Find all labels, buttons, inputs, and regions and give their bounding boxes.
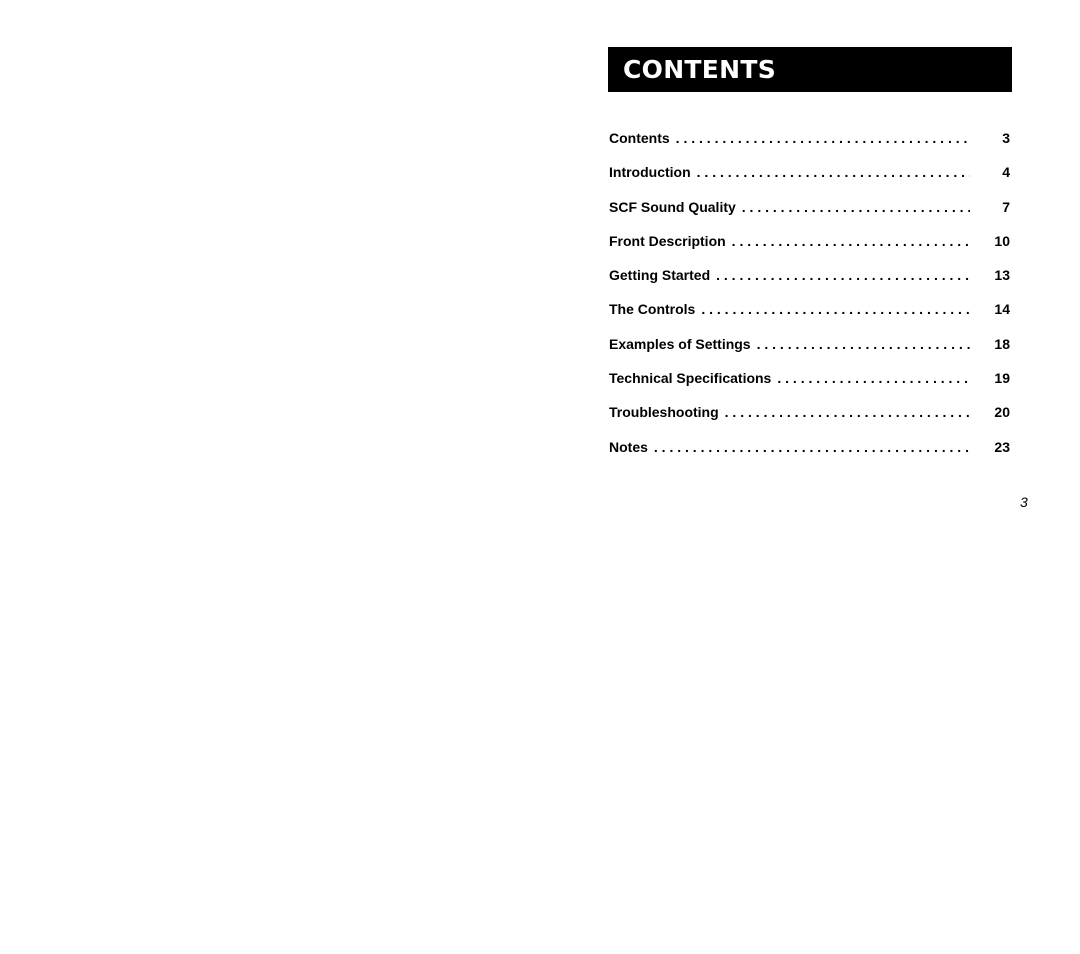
toc-entry-page: 3 (1002, 130, 1010, 146)
toc-entry-page: 7 (1002, 198, 1010, 215)
toc-entry-label: Front Description (609, 232, 726, 249)
toc-entry-page: 18 (994, 335, 1010, 352)
toc-entry-introduction[interactable] (609, 162, 1010, 196)
toc-entry-label: Technical Specifications (609, 370, 772, 387)
page-title: CONTENTS (623, 55, 777, 84)
toc-leader-dots (725, 402, 970, 422)
toc-entry-page: 14 (994, 301, 1010, 318)
toc-entry-label: Getting Started (609, 267, 711, 284)
toc-entry-examples-of-settings[interactable] (609, 334, 1010, 368)
toc-leader-dots (742, 197, 970, 217)
toc-entry-scf-sound-quality[interactable] (609, 197, 1010, 231)
toc-entry-contents[interactable] (609, 128, 1010, 162)
toc-entry-label: Introduction (609, 164, 691, 181)
toc-entry-label: Notes (609, 438, 648, 455)
toc-entry-label: SCF Sound Quality (609, 198, 736, 215)
toc-entry-page: 19 (994, 370, 1010, 387)
toc-leader-dots (732, 231, 970, 251)
page-number: 3 (1020, 494, 1028, 510)
toc-entry-label: The Controls (609, 301, 696, 318)
toc-entry-page: 20 (994, 404, 1010, 421)
toc-entry-technical-specifications[interactable] (609, 368, 1010, 402)
toc-leader-dots (701, 299, 970, 319)
toc-entry-the-controls[interactable] (609, 299, 1010, 333)
table-of-contents (609, 128, 1010, 471)
toc-leader-dots (757, 334, 970, 354)
contents-header-bar (608, 47, 1012, 92)
toc-entry-getting-started[interactable] (609, 265, 1010, 299)
toc-leader-dots (697, 162, 970, 182)
toc-entry-label: Examples of Settings (609, 335, 751, 352)
toc-leader-dots (654, 437, 970, 457)
toc-entry-page: 10 (994, 232, 1010, 249)
toc-entry-page: 13 (994, 267, 1010, 284)
toc-entry-page: 23 (994, 438, 1010, 455)
toc-entry-front-description[interactable] (609, 231, 1010, 265)
toc-leader-dots (676, 128, 970, 148)
toc-leader-dots (716, 265, 970, 285)
toc-entry-label: Contents (609, 130, 670, 146)
toc-entry-troubleshooting[interactable] (609, 402, 1010, 436)
toc-leader-dots (777, 368, 970, 388)
toc-entry-label: Troubleshooting (609, 404, 719, 421)
toc-entry-page: 4 (1002, 164, 1010, 181)
toc-entry-notes[interactable] (609, 437, 1010, 471)
